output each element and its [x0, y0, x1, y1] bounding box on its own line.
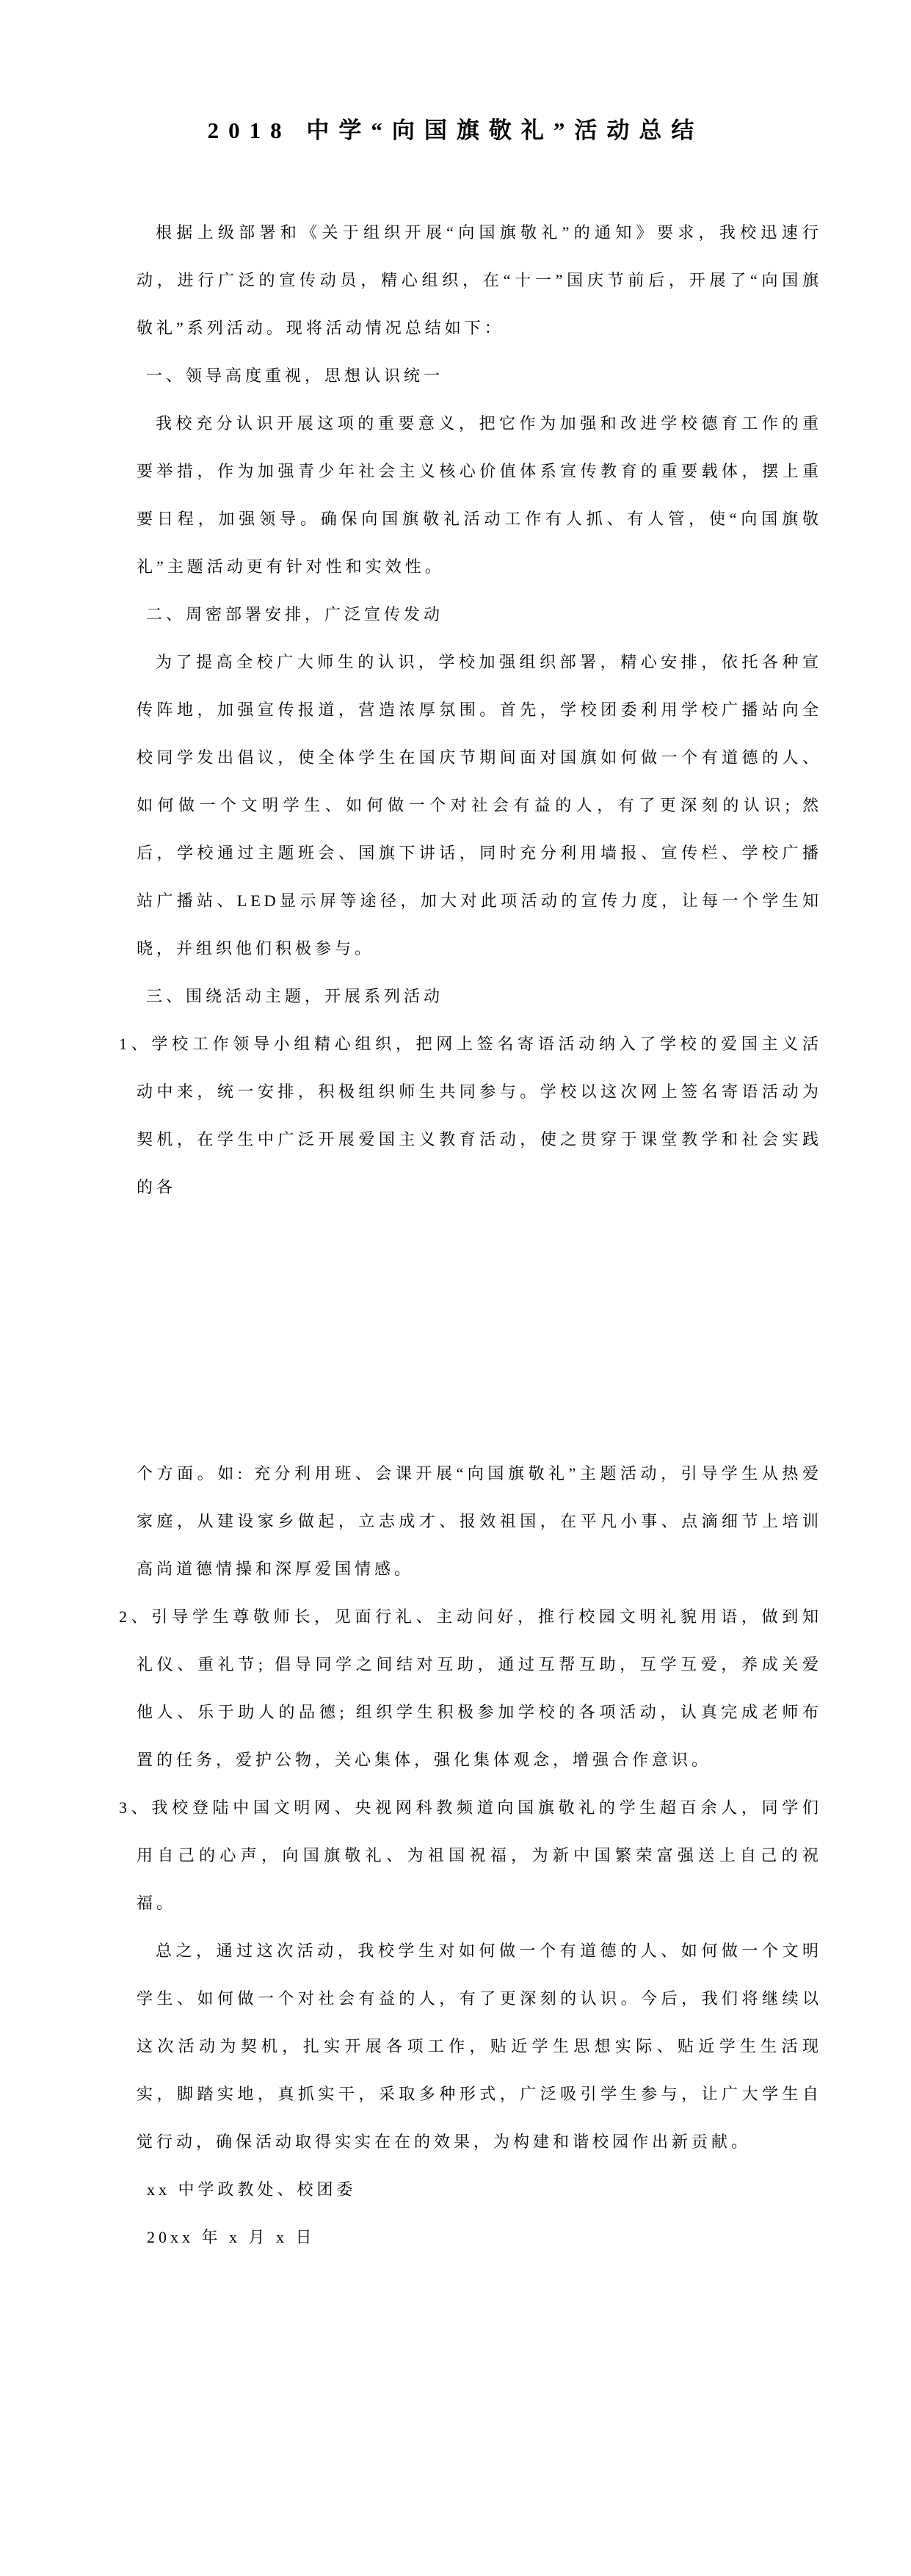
section-heading: 二、周密部署安排，广泛宣传发动 [146, 605, 444, 623]
paragraph: 总之，通过这次活动，我校学生对如何做一个有道德的人、如何做一个文明学生、如何做一个对社会有益的人，有了更深刻的认识。今后，我们将继续以这次活动为契机，扎实开展各项工作，贴近学生思想实际、贴近学生生活现实，脚踏实地，真抓实干，采取多种形式，广泛吸引学生参与，让广大学生自觉行动，确保活动取得实实在在的效果，为构建和谐校园作出新贡献。 [137, 1942, 822, 2151]
paragraph: 根据上级部署和《关于组织开展“向国旗敬礼”的通知》要求，我校迅速行动，进行广泛的宣传动员，精心组织，在“十一”国庆节前后，开展了“向国旗敬礼”系列活动。现将活动情况总结如下： [137, 223, 822, 337]
section-heading: 一、领导高度重视，思想认识统一 [146, 366, 444, 385]
numbered-paragraph: 2、引导学生尊敬师长，见面行礼、主动问好，推行校园文明礼貌用语，做到知礼仪、重礼节; 倡导同学之间结对互助，通过互帮互助，互学互爱，养成关爱他人、乐于助人的品德; 组织学生积极参加学校的各项活动，认真完成老师布置的任务，爱护公物，关心集体，强化集体观念，增强合作意识。 [119, 1607, 822, 1769]
signature-line: xx 中学政教处、校团委 [147, 2180, 357, 2199]
paragraph: 我校充分认识开展这项的重要意义，把它作为加强和改进学校德育工作的重要举措，作为加强青少年社会主义核心价值体系宣传教育的重要载体，摆上重要日程，加强领导。确保向国旗敬礼活动工作有人抓、有人管，使“向国旗敬礼”主题活动更有针对性和实效性。 [137, 414, 822, 576]
document-body [119, 209, 822, 2261]
continuation-paragraph: 个方面。如: 充分利用班、会课开展“向国旗敬礼”主题活动，引导学生从热爱家庭，从建设家乡做起，立志成才、报效祖国，在平凡小事、点滴细节上培训高尚道德情操和深厚爱国情感。 [137, 1464, 822, 1578]
numbered-paragraph: 1、学校工作领导小组精心组织，把网上签名寄语活动纳入了学校的爱国主义活动中来，统一安排，积极组织师生共同参与。学校以这次网上签名寄语活动为契机，在学生中广泛开展爱国主义教育活动，使之贯穿于课堂教学和社会实践的各 [119, 1035, 822, 1196]
paragraph: 为了提高全校广大师生的认识，学校加强组织部署，精心安排，依托各种宣传阵地，加强宣传报道，营造浓厚氛围。首先，学校团委利用学校广播站向全校同学发出倡议，使全体学生在国庆节期间面对国旗如何做一个有道德的人、如何做一个文明学生、如何做一个对社会有益的人，有了更深刻的认识; 然后，学校通过主题班会、国旗下讲话，同时充分利用墙报、宣传栏、学校广播站广播站、LED显示屏等途径，加大对此项活动的宣传力度，让每一个学生知晓，并组织他们积极参与。 [137, 653, 822, 958]
signature-line: 20xx 年 x 月 x 日 [147, 2228, 316, 2246]
section-heading: 三、围绕活动主题，开展系列活动 [146, 987, 444, 1005]
numbered-paragraph: 3、我校登陆中国文明网、央视网科教频道向国旗敬礼的学生超百余人，同学们用自己的心声，向国旗敬礼、为祖国祝福，为新中国繁荣富强送上自己的祝福。 [119, 1798, 822, 1912]
document-title: 2018 中学“向国旗敬礼”活动总结 [207, 117, 704, 143]
page-break-spacer [137, 1211, 822, 1450]
